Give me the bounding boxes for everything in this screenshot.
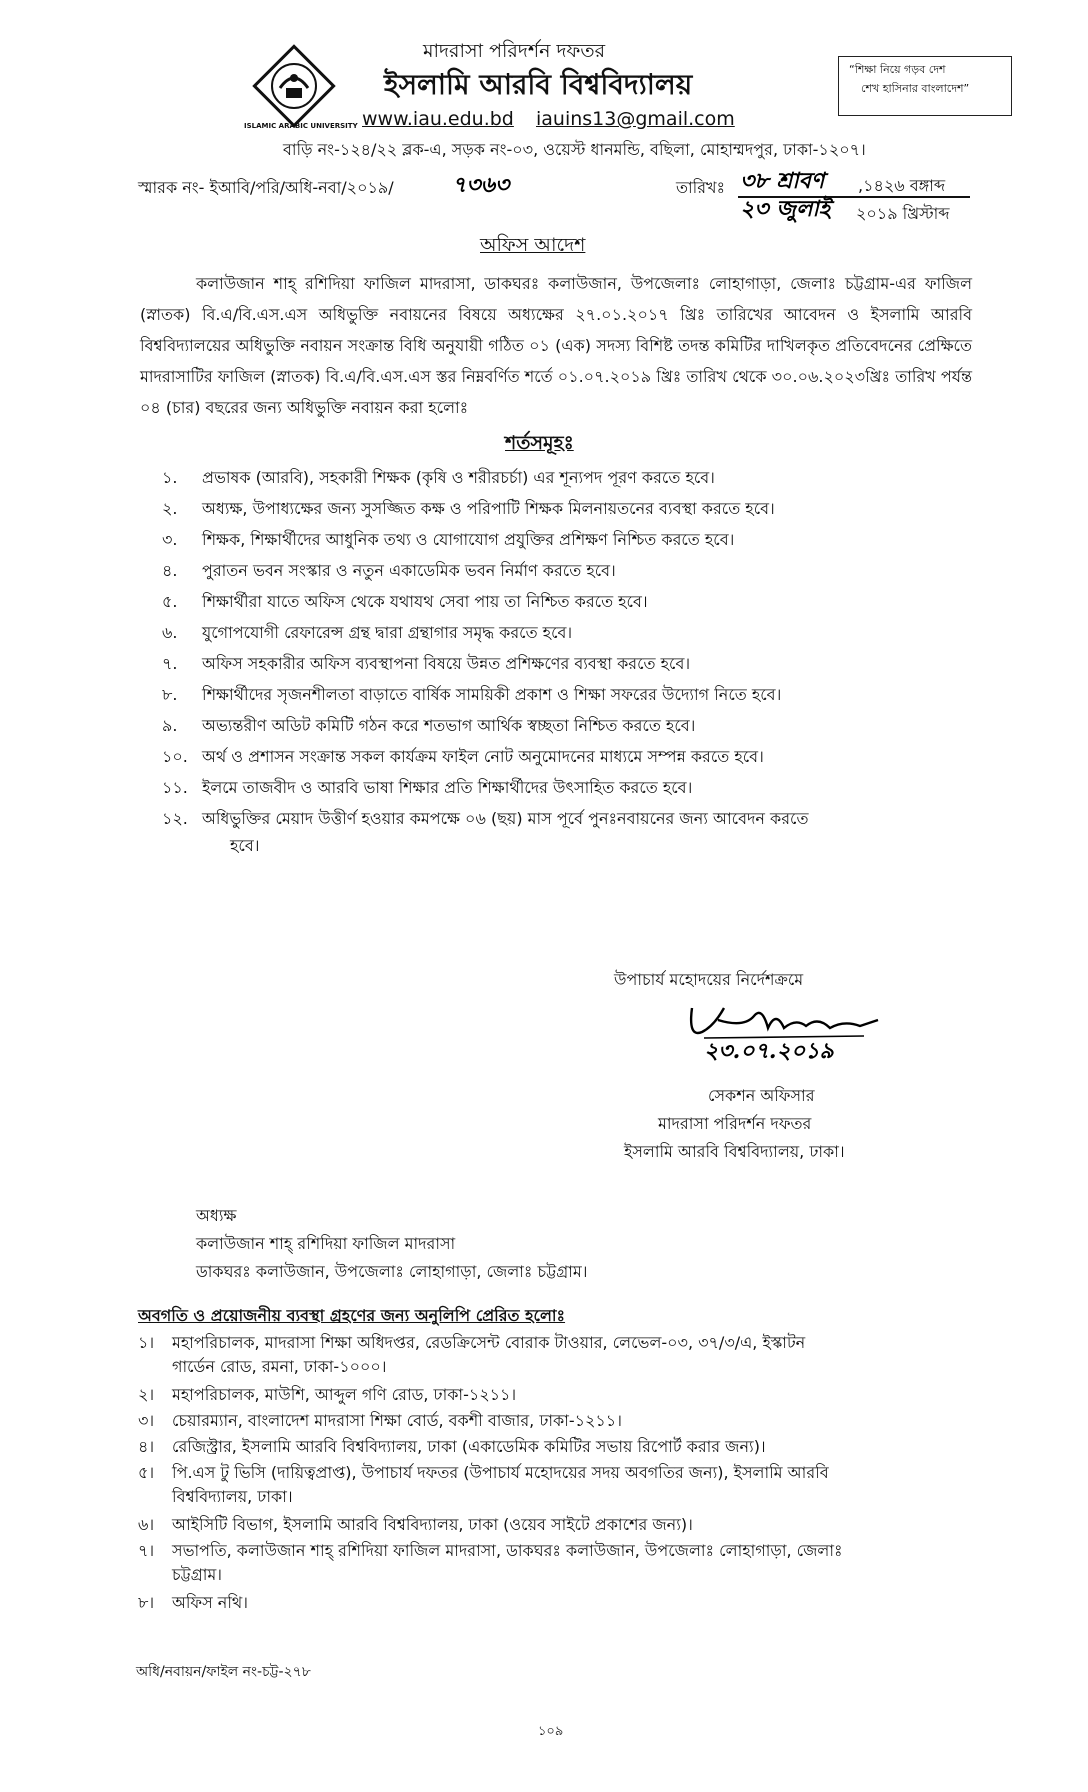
signatory-university: ইসলামি আরবি বিশ্ববিদ্যালয়, ঢাকা।	[624, 1142, 845, 1161]
slogan-line-1: “শিক্ষা নিয়ে গড়ব দেশ	[849, 63, 946, 76]
order-title: অফিস আদেশ	[480, 234, 586, 256]
university-logo-icon	[246, 38, 342, 134]
condition-item-11: ১১. ইলমে তাজবীদ ও আরবি ভাষা শিক্ষার প্রতি শিক্ষার্থীদের উৎসাহিত করতে হবে।	[162, 778, 693, 797]
page-number: ১০৯	[538, 1724, 564, 1739]
date-greg-handwritten: ২৩ জুলাই	[740, 196, 831, 222]
condition-item-8: ৮. শিক্ষার্থীদের সৃজনশীলতা বাড়াতে বার্ষিক সাময়িকী প্রকাশ ও শিক্ষা সফরের উদ্যোগ নিতে হবে।	[162, 685, 782, 704]
condition-item-12: ১২. অধিভুক্তির মেয়াদ উত্তীর্ণ হওয়ার কমপক্ষে ০৬ (ছয়) মাস পূর্বে পুনঃনবায়নের জন্য আবেদন করতে	[162, 809, 809, 828]
university-logo	[244, 38, 358, 134]
copy-item-4: ৪। রেজিস্ট্রার, ইসলামি আরবি বিশ্ববিদ্যালয়, ঢাকা (একাডেমিক কমিটির সভায় রিপোর্ট করার জন্য)।	[138, 1437, 766, 1456]
slogan-box	[838, 56, 1012, 116]
file-reference: অধি/নবায়ন/ফাইল নং-চট্ট-২৭৮	[136, 1664, 311, 1680]
condition-item-1: ১. প্রভাষক (আরবি), সহকারী শিক্ষক (কৃষি ও শরীরচর্চা) এর শূন্যপদ পূরণ করতে হবে।	[162, 468, 715, 487]
copy-item-8: ৮। অফিস নথি।	[138, 1593, 248, 1612]
website-link[interactable]: www.iau.edu.bd	[362, 108, 514, 130]
signature-instruction: উপাচার্য মহোদয়ের নির্দেশক্রমে	[614, 970, 804, 989]
copy-item-5-cont: বিশ্ববিদ্যালয়, ঢাকা।	[172, 1487, 293, 1506]
signatory-designation: সেকশন অফিসার	[708, 1086, 815, 1105]
copy-item-7: ৭। সভাপতি, কলাউজান শাহ্ রশিদিয়া ফাজিল মাদরাসা, ডাকঘরঃ কলাউজান, উপজেলাঃ লোহাগাড়া, জেলাঃ	[138, 1541, 843, 1560]
copy-item-1: ১। মহাপরিচালক, মাদরাসা শিক্ষা অধিদপ্তর, রেডক্রিসেন্ট বোরাক টাওয়ার, লেভেল-০৩, ৩৭/৩/এ, ইস্কাটন	[138, 1333, 806, 1352]
condition-item-7: ৭. অফিস সহকারীর অফিস ব্যবস্থাপনা বিষয়ে উন্নত প্রশিক্ষণের ব্যবস্থা করতে হবে।	[162, 654, 691, 673]
condition-item-4: ৪. পুরাতন ভবন সংস্কার ও নতুন একাডেমিক ভবন নির্মাণ করতে হবে।	[162, 561, 616, 580]
copy-item-6: ৬। আইসিটি বিভাগ, ইসলামি আরবি বিশ্ববিদ্যালয়, ঢাকা (ওয়েব সাইটে প্রকাশের জন্য)।	[138, 1515, 693, 1534]
copy-item-5: ৫। পি.এস টু ভিসি (দায়িত্বপ্রাপ্ত), উপাচার্য দফতর (উপাচার্য মহোদয়ের সদয় অবগতির জন্য), ইসলামি আরবি	[138, 1463, 829, 1482]
conditions-title: শর্তসমূহঃ	[505, 432, 574, 454]
copy-item-2: ২। মহাপরিচালক, মাউশি, আব্দুল গণি রোড, ঢাকা-১২১১।	[138, 1385, 517, 1404]
slogan-line-2: শেখ হাসিনার বাংলাদেশ”	[861, 82, 970, 96]
date-label: তারিখঃ	[676, 178, 726, 197]
copies-title: অবগতি ও প্রয়োজনীয় ব্যবস্থা গ্রহণের জন্য অনুলিপি প্রেরিত হলোঃ	[138, 1306, 566, 1325]
logo-caption: ISLAMIC ARABIC UNIVERSITY	[244, 122, 358, 130]
condition-item-10: ১০. অর্থ ও প্রশাসন সংক্রান্ত সকল কার্যক্রম ফাইল নোট অনুমোদনের মাধ্যমে সম্পন্ন করতে হবে।	[162, 747, 764, 766]
intro-paragraph: কলাউজান শাহ্ রশিদিয়া ফাজিল মাদরাসা, ডাকঘরঃ কলাউজান, উপজেলাঃ লোহাগাড়া, জেলাঃ চট্টগ্রাম-এর ফাজিল (স্নাতক) বি.এ/বি.এস.এস অধিভুক্তি নবায়নের বিষয়ে অধ্যক্ষের ২৭.০১.২০১৭ খ্রিঃ তারিখের আবেদন ও ইসলামি আরবি বিশ্ববিদ্যালয়ের অধিভুক্তি নবায়ন সংক্রান্ত বিধি অনুযায়ী গঠিত ০১ (এক) সদস্য বিশিষ্ট তদন্ত কমিটির দাখিলকৃত প্রতিবেদনের প্রেক্ষিতে মাদরাসাটির ফাজিল (স্নাতক) বি.এ/বি.এস.এস স্তর নিম্নবর্ণিত শর্তে ০১.০৭.২০১৯ খ্রিঃ তারিখ থেকে ৩০.০৬.২০২৩খ্রিঃ তারিখ পর্যন্ত ০৪ (চার) বছরের জন্য অধিভুক্তি নবায়ন করা হলোঃ	[140, 274, 972, 417]
recipient-institution: কলাউজান শাহ্ রশিদিয়া ফাজিল মাদরাসা	[196, 1234, 456, 1253]
date-greg-suffix: ২০১৯ খ্রিস্টাব্দ	[856, 204, 950, 223]
signed-date: ২৩.০৭.২০১৯	[704, 1038, 834, 1064]
copy-item-1-cont: গার্ডেন রোড, রমনা, ঢাকা-১০০০।	[172, 1357, 387, 1376]
office-name: মাদরাসা পরিদর্শন দফতর	[423, 40, 606, 62]
university-name: ইসলামি আরবি বিশ্ববিদ্যালয়	[384, 68, 693, 101]
memo-ref-label: স্মারক নং- ইআবি/পরি/অধি-নবা/২০১৯/	[138, 178, 394, 197]
office-address: বাড়ি নং-১২৪/২২ ব্লক-এ, সড়ক নং-০৩, ওয়েস্ট ধানমন্ডি, বছিলা, মোহাম্মদপুর, ঢাকা-১২০৭।	[283, 140, 866, 159]
copy-item-7-cont: চট্টগ্রাম।	[172, 1565, 222, 1584]
condition-item-9: ৯. অভ্যন্তরীণ অডিট কমিটি গঠন করে শতভাগ আর্থিক স্বচ্ছতা নিশ্চিত করতে হবে।	[162, 716, 696, 735]
copy-item-3: ৩। চেয়ারম্যান, বাংলাদেশ মাদরাসা শিক্ষা বোর্ড, বকশী বাজার, ঢাকা-১২১১।	[138, 1411, 622, 1430]
condition-item-5: ৫. শিক্ষার্থীরা যাতে অফিস থেকে যথাযথ সেবা পায় তা নিশ্চিত করতে হবে।	[162, 592, 648, 611]
recipient-title: অধ্যক্ষ	[196, 1206, 237, 1225]
recipient-address: ডাকঘরঃ কলাউজান, উপজেলাঃ লোহাগাড়া, জেলাঃ চট্টগ্রাম।	[196, 1262, 588, 1281]
condition-item-6: ৬. যুগোপযোগী রেফারেন্স গ্রন্থ দ্বারা গ্রন্থাগার সমৃদ্ধ করতে হবে।	[162, 623, 573, 642]
condition-item-2: ২. অধ্যক্ষ, উপাধ্যক্ষের জন্য সুসজ্জিত কক্ষ ও পরিপাটি শিক্ষক মিলনায়তনের ব্যবস্থা করতে হবে।	[162, 499, 775, 518]
memo-ref-number: ৭৩৬৩	[452, 172, 510, 198]
condition-item-12-cont: হবে।	[230, 836, 260, 855]
signatory-office: মাদরাসা পরিদর্শন দফতর	[658, 1114, 812, 1133]
email-link[interactable]: iauins13@gmail.com	[536, 108, 735, 130]
date-bangla-suffix: ,১৪২৬ বঙ্গাব্দ	[858, 176, 946, 195]
date-bangla-handwritten: ৩৮ শ্রাবণ	[740, 168, 825, 194]
condition-item-3: ৩. শিক্ষক, শিক্ষার্থীদের আধুনিক তথ্য ও যোগাযোগ প্রযুক্তির প্রশিক্ষণ নিশ্চিত করতে হবে।	[162, 530, 735, 549]
